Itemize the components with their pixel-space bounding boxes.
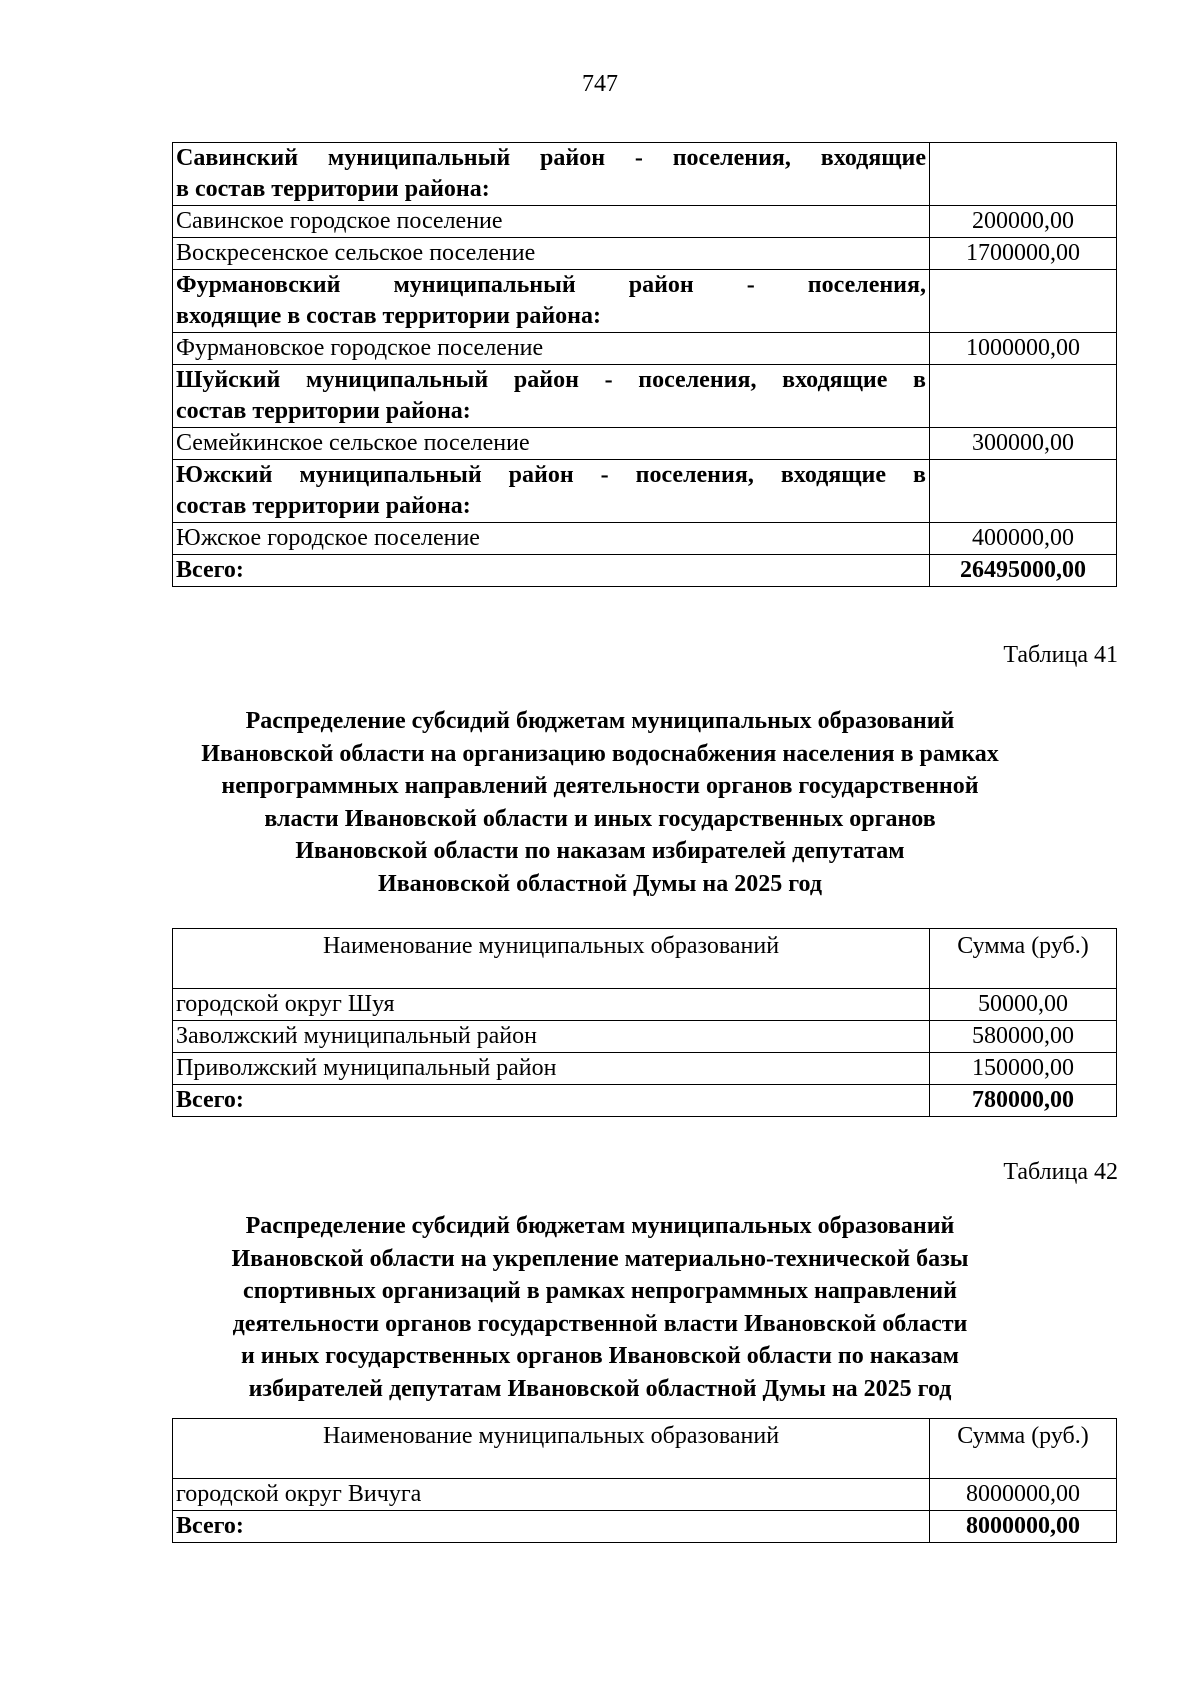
name-line: Фурмановское городское поселение <box>176 335 544 361</box>
name-line: Фурмановский муниципальный район - поселения, <box>176 272 926 298</box>
amount-cell: 200000,00 <box>930 206 1117 238</box>
table-row <box>173 523 1117 555</box>
name-cell <box>173 555 930 587</box>
district-header-row <box>173 143 1117 206</box>
table-row <box>173 428 1117 460</box>
table-41-label: Таблица 41 <box>1003 642 1118 668</box>
name-line: Семейкинское сельское поселение <box>176 430 530 456</box>
amount-cell <box>930 270 1117 333</box>
title-line: спортивных организаций в рамках непрограммных направлений <box>243 1278 957 1304</box>
name-cell <box>173 206 930 238</box>
table-row <box>173 1021 1117 1053</box>
name-line: Савинский муниципальный район - поселения, входящие <box>176 145 926 171</box>
title-line: избирателей депутатам Ивановской областной Думы на 2025 год <box>248 1375 952 1402</box>
district-header-row <box>173 365 1117 428</box>
name-cell: Заволжский муниципальный район <box>173 1021 930 1053</box>
amount-cell <box>930 365 1117 428</box>
table-42-label: Таблица 42 <box>1003 1159 1118 1185</box>
name-cell <box>173 523 930 555</box>
table-header-row <box>173 1419 1117 1479</box>
name-line: Южский муниципальный район - поселения, входящие в <box>176 462 926 488</box>
table-row <box>173 1479 1117 1511</box>
name-line: Воскресенское сельское поселение <box>176 240 536 266</box>
title-line: Ивановской областной Думы на 2025 год <box>378 870 822 897</box>
total-amount-cell: 8000000,00 <box>930 1511 1117 1543</box>
name-line: состав территории района: <box>176 493 471 519</box>
amount-cell: 400000,00 <box>930 523 1117 555</box>
amount-cell: 300000,00 <box>930 428 1117 460</box>
name-line: состав территории района: <box>176 398 471 424</box>
total-row <box>173 1085 1117 1117</box>
table-row <box>173 238 1117 270</box>
amount-cell <box>930 143 1117 206</box>
name-cell <box>173 270 930 333</box>
total-amount-cell: 780000,00 <box>930 1085 1117 1117</box>
table-41-title <box>150 705 1050 900</box>
name-cell <box>173 460 930 523</box>
amount-cell <box>930 460 1117 523</box>
name-cell <box>173 365 930 428</box>
header-amount-cell: Сумма (руб.) <box>930 929 1117 989</box>
title-line: Ивановской области на укрепление материально-технической базы <box>231 1245 969 1272</box>
amount-cell: 26495000,00 <box>930 555 1117 587</box>
title-line: непрограммных направлений деятельности органов государственной <box>221 773 979 799</box>
amount-cell: 8000000,00 <box>930 1479 1117 1511</box>
header-amount-cell: Сумма (руб.) <box>930 1419 1117 1479</box>
name-cell <box>173 333 930 365</box>
name-cell: городской округ Вичуга <box>173 1479 930 1511</box>
total-label-cell: Всего: <box>173 1511 930 1543</box>
table-row <box>173 333 1117 365</box>
amount-cell: 50000,00 <box>930 989 1117 1021</box>
title-line: деятельности органов государственной власти Ивановской области <box>232 1310 968 1337</box>
total-row <box>173 1511 1117 1543</box>
name-line: Всего: <box>176 557 244 583</box>
name-line: Шуйский муниципальный район - поселения, входящие в <box>176 367 926 393</box>
amount-cell: 1000000,00 <box>930 333 1117 365</box>
name-cell: городской округ Шуя <box>173 989 930 1021</box>
title-line: Распределение субсидий бюджетам муниципальных образований <box>245 1213 955 1239</box>
table-row <box>173 989 1117 1021</box>
district-header-row <box>173 460 1117 523</box>
name-line: Савинское городское поселение <box>176 208 503 234</box>
table-40-continued <box>172 142 1117 587</box>
header-name-cell: Наименование муниципальных образований <box>173 1419 930 1479</box>
name-line: входящие в состав территории района: <box>176 303 601 329</box>
name-line: Южское городское поселение <box>176 525 480 551</box>
district-header-row <box>173 270 1117 333</box>
name-cell: Приволжский муниципальный район <box>173 1053 930 1085</box>
title-line: Ивановской области по наказам избирателей депутатам <box>295 838 905 864</box>
title-line: и иных государственных органов Ивановской области по наказам <box>240 1343 960 1369</box>
total-row <box>173 555 1117 587</box>
name-cell <box>173 238 930 270</box>
table-42 <box>172 1418 1117 1543</box>
table-42-title <box>150 1210 1050 1405</box>
header-name-cell: Наименование муниципальных образований <box>173 929 930 989</box>
amount-cell: 580000,00 <box>930 1021 1117 1053</box>
amount-cell: 1700000,00 <box>930 238 1117 270</box>
table-row <box>173 1053 1117 1085</box>
title-line: Распределение субсидий бюджетам муниципальных образований <box>245 708 955 734</box>
table-header-row <box>173 929 1117 989</box>
title-line: Ивановской области на организацию водоснабжения населения в рамках <box>201 740 999 767</box>
page-number: 747 <box>582 71 618 97</box>
name-line: в состав территории района: <box>176 176 490 202</box>
total-label-cell: Всего: <box>173 1085 930 1117</box>
table-row <box>173 206 1117 238</box>
title-line: власти Ивановской области и иных государственных органов <box>264 805 936 832</box>
table-41 <box>172 928 1117 1117</box>
name-cell <box>173 428 930 460</box>
amount-cell: 150000,00 <box>930 1053 1117 1085</box>
name-cell <box>173 143 930 206</box>
